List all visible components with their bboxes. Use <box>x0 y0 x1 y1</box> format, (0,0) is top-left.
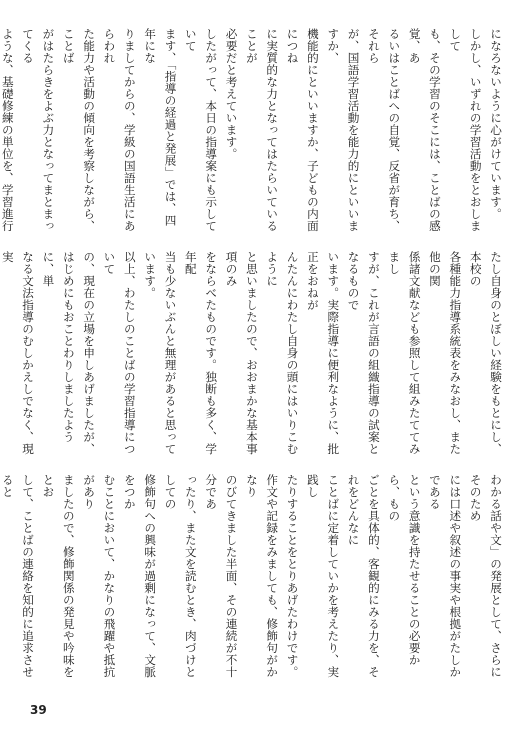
text-line: た能力や活動の傾向を考察しながら、ことば <box>61 28 97 232</box>
text-line: りましてからの、学級の国語生活にあらわれ <box>102 28 137 232</box>
text-line: と思いましたので、おおまかな基本事項のみ <box>224 251 259 455</box>
text-line: すが、これが言語の組織指導の試案となるもので <box>346 251 381 455</box>
text-line: 必要だと考えています。 <box>224 28 239 160</box>
text-line: むことにおいて、かなりの飛躍や抵抗があり <box>82 474 117 678</box>
text-line: の、現在の立場を申しあげましたが、 <box>82 251 97 455</box>
text-line: わかる話や文」の発展として、さらにそのため <box>468 474 503 678</box>
text-line: たりすることをとりあげたわけです。 <box>285 474 300 678</box>
text-line: ったり、また文を読むとき、肉づけとしての <box>163 474 198 678</box>
text-line: るいはことばへの自覚、反省が育ち、それら <box>366 28 402 232</box>
text-line: 以上、わたしのことばの学習指導について <box>102 251 137 455</box>
text-block-bottom <box>0 474 506 682</box>
text-line: ましたので、修飾関係の発見や吟味をとお <box>41 474 76 678</box>
text-line: をならべたものです。独断も多く、学年配 <box>183 251 219 455</box>
text-line: 係諸文献なども参照して組みたててみまし <box>387 251 422 455</box>
text-line: のびてきました半面、その連続が不十分であ <box>204 474 239 678</box>
text-line: になろないように心がけています。 <box>489 28 503 220</box>
text-line: しかし、いずれの学習活動をとおしまして <box>448 28 483 232</box>
text-line: ます、「指導の経過と発展」では、四年にな <box>143 28 178 227</box>
text-line: ごとを具体的、客観的にみる力を、それをどんなに <box>346 474 381 678</box>
text-line: なる文法指導のむしかえしでなく、現実 <box>0 251 36 455</box>
text-line: 修飾句への興味が過剰になって、文脈をつか <box>122 474 158 678</box>
page-number: 39 <box>30 703 47 717</box>
text-line: ことばに定着していかを考えたり、実践し <box>305 474 341 678</box>
text-line: たし自身のとぼしい経験をもとにし、本校の <box>468 251 503 455</box>
text-line: がはたらきをよぶ力となってまとまってくる <box>21 28 56 232</box>
text-line: という意識を持たせることの必要から、もの <box>387 474 422 666</box>
text-line: います。実際指導に便利なように、批正をおねが <box>305 251 341 455</box>
text-line: 各種能力指導系統表をみなおし、また他の関 <box>427 251 463 455</box>
text-line: には口述や叙述の事実や根拠がたしかである <box>427 474 463 678</box>
text-line: 当も少ないぶんと無理があると思っています。 <box>143 251 178 455</box>
text-block-middle <box>0 251 506 459</box>
text-line: したがって、本日の指導案にも示していて <box>183 28 219 232</box>
text-line: 作文や記録をみましても、修飾句がかなり <box>244 474 280 678</box>
text-line: に実質的な力となってはたらいていることが <box>244 28 280 232</box>
text-line: んたんにわたし自身の頭にはいりこむように <box>265 251 300 455</box>
text-line: 機能的にといいますか、子どもの内面につね <box>285 28 320 232</box>
text-line: も、その学習のそこには、ことばの感覚、あ <box>407 28 442 232</box>
text-line: して、ことばの連絡を知的に追求させると <box>0 474 36 678</box>
text-line: はじめにもおことわりしましたように、単 <box>41 251 76 443</box>
text-block-top <box>0 28 506 236</box>
text-line: が、国語学習活動を能力的にといいますか、 <box>326 28 361 232</box>
text-line: ような、基礎修練の単位を、学習進行 <box>0 28 15 232</box>
